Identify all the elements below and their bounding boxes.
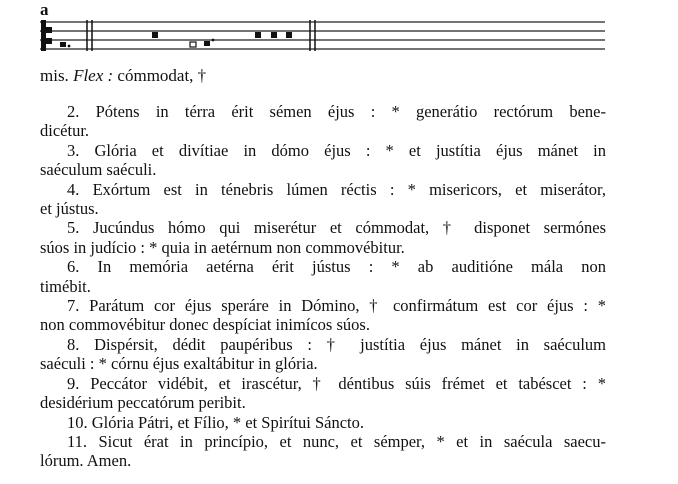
verse-5 — [40, 218, 606, 257]
music-staff — [0, 0, 678, 62]
verse-line: timébit. — [40, 276, 91, 296]
verse-line: 11. Sicut érat in princípio, et nunc, et sémper, * et in saécula saecu- — [67, 431, 606, 451]
verse-line: saéculum saéculi. — [40, 160, 157, 180]
verse-2 — [40, 102, 606, 141]
clef-mark — [41, 20, 52, 51]
verse-line: 6. In memória aetérna érit jústus : * ab auditióne mála non — [67, 257, 606, 277]
verse-line: et jústus. — [40, 199, 99, 219]
chant-staff-area — [0, 0, 678, 70]
verse-11 — [40, 432, 606, 471]
flex-label: Flex : — [73, 66, 114, 85]
tone-mark: a — [40, 0, 49, 19]
verse-line: 8. Dispérsit, dédit paupéribus : † justítia éjus mánet in saéculum — [67, 334, 606, 354]
verse-line: desidérium peccatórum peribit. — [40, 393, 246, 413]
verse-7 — [40, 296, 606, 335]
flex-text: cómmodat, † — [117, 66, 207, 85]
verse-9 — [40, 374, 606, 413]
verse-line: dicétur. — [40, 121, 90, 141]
verse-8 — [40, 335, 606, 374]
psalm-verses — [40, 102, 606, 471]
verse-6 — [40, 257, 606, 296]
verse-10 — [40, 413, 606, 432]
verse-line: 2. Pótens in térra érit sémen éjus : * generátio rectórum bene- — [67, 102, 606, 121]
verse-line: súos in judício : * quia in aetérnum non commovébitur. — [40, 237, 405, 257]
verse-line: 5. Jucúndus hómo qui miserétur et cómmodat, † disponet sermónes — [67, 218, 606, 238]
verse-line: 7. Parátum cor éjus speráre in Dómino, † confirmátum est cor éjus : * — [67, 296, 606, 316]
verse-line: saéculi : * córnu éjus exaltábitur in glória. — [40, 354, 318, 374]
verse-line: 4. Exórtum est in ténebris lúmen réctis : * misericors, et miserátor, — [67, 179, 606, 199]
flex-prefix: mis. — [40, 66, 69, 85]
verse-line: 3. Glória et divítiae in dómo éjus : * et justítia éjus mánet in — [67, 140, 606, 160]
flex-line — [40, 66, 206, 86]
verse-line: non commovébitur donec despíciat inimícos súos. — [40, 315, 370, 335]
bar-lines — [87, 20, 315, 51]
verse-3 — [40, 141, 606, 180]
staff-lines — [40, 22, 605, 49]
verse-line: lórum. Amen. — [40, 451, 132, 471]
verse-line: 9. Peccátor vidébit, et irascétur, † déntibus súis frémet et tabéscet : * — [67, 373, 606, 393]
verse-line: 10. Glória Pátri, et Fílio, * et Spirítui Sáncto. — [67, 412, 364, 432]
verse-4 — [40, 180, 606, 219]
